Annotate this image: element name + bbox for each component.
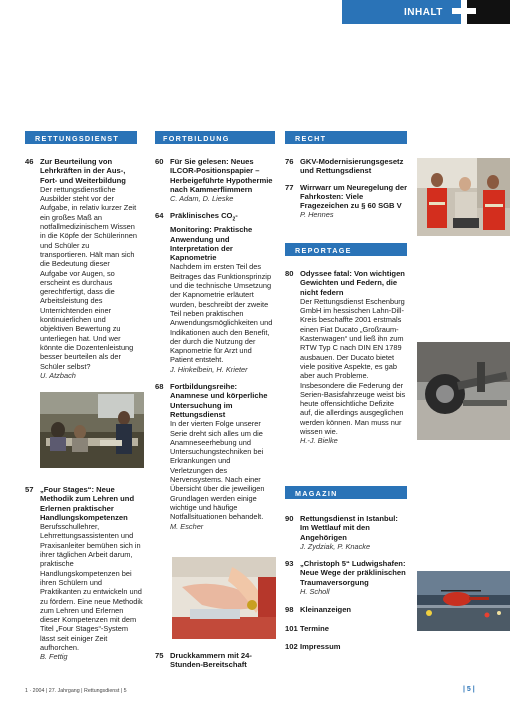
article-author: B. Fettig: [40, 652, 68, 662]
contents-tab: [342, 0, 465, 24]
contents-tab-label: INHALT: [404, 7, 443, 18]
column-fortbildung: [155, 131, 275, 531]
article-author: P. Hennes: [300, 210, 334, 220]
column-recht: [285, 131, 407, 220]
paramedics-photo: [417, 158, 510, 236]
section-header-magazin: MAGAZIN: [285, 486, 407, 499]
article-98[interactable]: [285, 605, 407, 614]
title-part: Präklinisches CO: [170, 211, 233, 221]
article-68[interactable]: [155, 382, 275, 531]
suspension-photo: [417, 342, 510, 440]
article-page-number: 101: [285, 623, 298, 633]
article-title[interactable]: Wirrwarr um Neuregelung der Fahrkosten: Viele Fragezeichen zu § 60 SGB V: [300, 182, 408, 211]
article-93[interactable]: [285, 559, 407, 596]
article-page-number: 93: [285, 559, 294, 569]
article-title[interactable]: „Christoph 5“ Ludwigshafen: Neue Wege der präklinischen Traumaversorgung: [300, 559, 406, 587]
helicopter-photo: [417, 571, 510, 631]
article-46[interactable]: [25, 157, 137, 380]
column-rettungsdienst: [25, 131, 137, 380]
article-57[interactable]: [25, 485, 143, 662]
article-title[interactable]: Impressum: [300, 641, 341, 651]
article-title[interactable]: Kleinanzeigen: [300, 605, 352, 615]
article-64[interactable]: [155, 211, 275, 374]
article-page-number: 64: [155, 211, 164, 221]
article-author: U. Atzbach: [40, 370, 76, 380]
article-teaser: Berufsschullehrer, Lehrrettungsassistenten und Praxisanleiter bemühen sich in ihrer täglichen Arbeit darum, praktische Handlungskompetenzen bei ihren Schülern und Praktikanten zu entwickeln und zu fördern. Eine neue Methodik zum Lehren und Erlernen dieser Kompetenzen mit dem Titel „Four Stages“-System lässt seit einiger Zeit aufhorchen.: [40, 522, 143, 653]
footer-issue-info: 1 · 2004 | 27. Jahrgang | Rettungsdienst | 5: [25, 688, 127, 694]
article-page-number: 102: [285, 641, 298, 651]
article-teaser: In der vierten Folge unserer Serie dreht sich alles um die Anamneseerhebung und Untersuchungstechniken bei Erkrankungen und Verletzungen des Nervensystems. Nach einer Übersicht über die jeweiligen Grundlagen werden einige wichtige und häufige Notfallsituationen behandelt.: [170, 419, 265, 522]
article-author: C. Adam, D. Lieske: [170, 194, 234, 204]
column-magazin: [285, 486, 407, 651]
article-author: J. Hinkelbein, H. Krieter: [170, 364, 248, 374]
section-header-rettungsdienst: RETTUNGSDIENST: [25, 131, 137, 144]
article-page-number: 75: [155, 651, 164, 660]
article-page-number: 68: [155, 382, 164, 392]
article-77[interactable]: [285, 183, 411, 220]
article-author: H. Scholl: [300, 587, 330, 597]
article-page-number: 77: [285, 182, 294, 192]
column-fortbildung-lower: [155, 651, 275, 670]
article-90[interactable]: [285, 514, 407, 551]
article-page-number: 60: [155, 157, 164, 166]
article-title[interactable]: „Four Stages“: Neue Methodik zum Lehren und Erlernen praktischer Handlungskompetenzen: [40, 485, 135, 522]
article-title[interactable]: Rettungsdienst in Istanbul: Im Wettlauf mit den Angehörigen: [300, 514, 398, 542]
article-page-number: 90: [285, 514, 294, 523]
section-header-reportage: REPORTAGE: [285, 243, 407, 256]
article-title[interactable]: Druckkammern mit 24-Stunden-Bereitschaft: [170, 651, 252, 670]
plus-icon-vertical: [461, 0, 467, 24]
article-author: H.-J. Bielke: [300, 436, 338, 446]
article-102[interactable]: [285, 642, 407, 651]
column-reportage: [285, 243, 407, 446]
column-rettungsdienst-lower: [25, 485, 143, 662]
article-page-number: 80: [285, 269, 294, 278]
section-header-fortbildung: FORTBILDUNG: [155, 131, 275, 144]
examination-photo: [172, 557, 276, 639]
article-author: J. Zydziak, P. Knacke: [300, 541, 371, 551]
footer-page-number: | 5 |: [463, 686, 475, 693]
article-101[interactable]: [285, 624, 407, 633]
title-part: -Monitoring: Praktische Anwendung und Interpretation der Kapnometrie: [170, 211, 253, 263]
article-75[interactable]: [155, 651, 275, 670]
article-author: M. Escher: [170, 521, 204, 531]
article-title[interactable]: [170, 211, 275, 262]
article-80[interactable]: [285, 269, 407, 446]
article-title[interactable]: Termine: [300, 623, 329, 633]
article-title[interactable]: Zur Beurteilung von Lehrkräften in der Aus-, Fort- und Weiterbildung: [40, 157, 126, 185]
article-teaser: Der rettungsdienstliche Ausbilder steht vor der Aufgabe, in relativ kurzer Zeit ein großes Maß an notfallmedizinischem Wissen in die Köpfe der Schülerinnen und Schüler zu transportieren. Hält man sich die Bedeutung dieser Aufgabe vor Augen, so erscheint es durchaus gerechtfertigt, dass die Arbeitsleistung des Unterrichtenden einer kontinuierlichen und objektiven Bewertung zu unterliegen hat. Und wer könnte die Dozentenleistung besser beurteilen als der Schüler selbst?: [40, 184, 137, 371]
article-teaser: Der Rettungsdienst Eschenburg GmbH im hessischen Lahn-Dill-Kreis beschaffte 2001 erstmals einen Fiat Ducato „Großraum-Kastenwagen“ und ließ ihn zum RTW Typ C nach DIN EN 1789 ausbauen. Der Ducato bietet viele positive Aspekte, es gab aber auch Probleme. Insbesondere die Federung der Serien-Basisfahrzeuge weist bis heute offensichtliche Defizite auf, die allerdings ausgeglichen werden können. Man muss nur wissen wie.: [300, 296, 406, 437]
article-page-number: 57: [25, 485, 34, 494]
article-title[interactable]: GKV-Modernisierungsgesetz und Rettungsdienst: [300, 157, 404, 176]
article-title[interactable]: Für Sie gelesen: Neues ILCOR-Positionspapier – Herbeigeführte Hypothermie nach Kammerflimmern: [170, 157, 273, 194]
article-page-number: 76: [285, 157, 294, 166]
article-60[interactable]: [155, 157, 275, 203]
article-76[interactable]: [285, 157, 411, 176]
article-title[interactable]: Odyssee fatal: Von wichtigen Gewichten und Federn, die nicht federn: [300, 269, 405, 297]
classroom-photo: [40, 392, 144, 468]
article-page-number: 46: [25, 157, 34, 166]
article-teaser: Nachdem im ersten Teil des Beitrages das Funktionsprinzip und die technische Umsetzung der Kapnometrie erläutert wurden, beschreibt der zweite Teil neben praktischen Anwendungsmöglichkeiten und Indikationen auch den Benefit, der durch die Nutzung der Kapnometrie für Arzt und Patient entsteht.: [170, 262, 273, 365]
article-title[interactable]: Fortbildungsreihe: Anamnese und körperliche Untersuchung im Rettungsdienst: [170, 382, 268, 419]
title-subscript: 2: [232, 217, 236, 223]
article-page-number: 98: [285, 605, 294, 615]
section-header-recht: RECHT: [285, 131, 407, 144]
